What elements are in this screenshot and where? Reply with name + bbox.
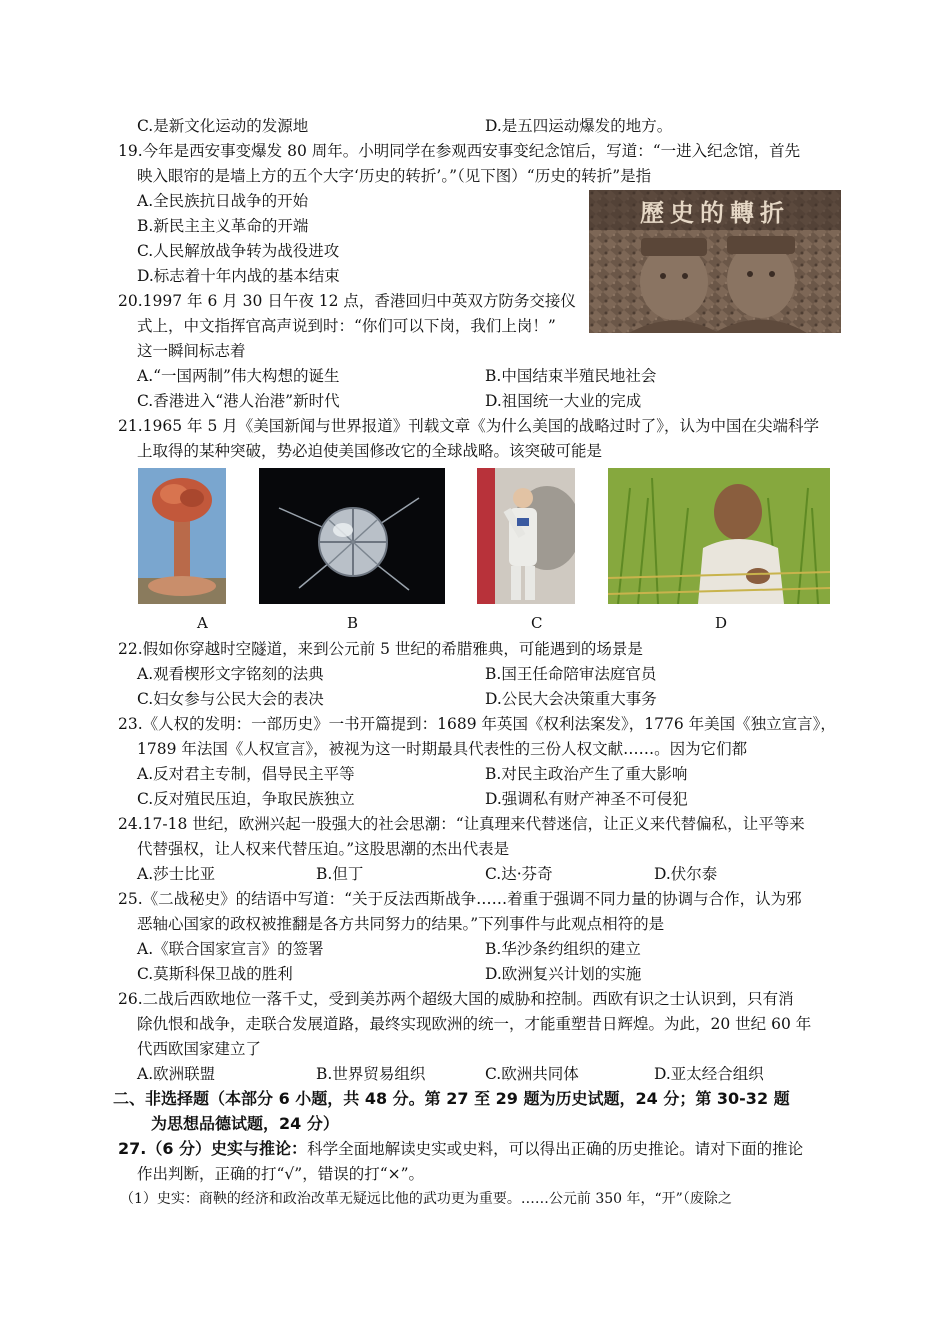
q20-stem-line2: 式上，中文指挥官高声说到时：“你们可以下岗，我们上岗！”	[137, 317, 556, 335]
q20-stem-line1: 20.1997 年 6 月 30 日午夜 12 点，香港回归中英双方防务交接仪	[118, 292, 576, 310]
q20-option-b: B.中国结束半殖民地社会	[485, 367, 657, 385]
q26-stem-line3: 代西欧国家建立了	[137, 1040, 262, 1058]
q22-stem: 22.假如你穿越时空隧道，来到公元前 5 世纪的希腊雅典，可能遇到的场景是	[118, 640, 643, 658]
q21-image-label-b: B	[347, 614, 359, 632]
q23-stem-line1: 23.《人权的发明：一部历史》一书开篇提到：1689 年英国《权利法案发》，1776 年美国《独立宣言》，	[118, 715, 836, 733]
q23-option-d: D.强调私有财产神圣不可侵犯	[485, 790, 688, 808]
q27-sub1: （1）史实：商鞅的经济和政治改革无疑远比他的武功更为重要。……公元前 350 年，“开”（废除之	[120, 1191, 732, 1207]
q20-option-d: D.祖国统一大业的完成	[485, 392, 642, 410]
q25-stem-line1: 25.《二战秘史》的结语中写道：“关于反法西斯战争……着重于强调不同力量的协调与合作，认为邪	[118, 890, 802, 908]
q27-heading: 27.（6 分）史实与推论：	[118, 1139, 308, 1158]
q26-stem-line2: 除仇恨和战争，走联合发展道路，最终实现欧洲的统一，才能重塑昔日辉煌。为此，20 世纪 60 年	[137, 1015, 812, 1033]
q26-stem-line1: 26.二战后西欧地位一落千丈，受到美苏两个超级大国的威胁和控制。西欧有识之士认识到，只有消	[118, 990, 794, 1008]
q26-option-b: B.世界贸易组织	[316, 1065, 426, 1083]
q24-stem-line2: 代替强权，让人权来代替压迫。”这股思潮的杰出代表是	[137, 840, 510, 858]
q27-intro-line2: 作出判断，正确的打“√”，错误的打“×”。	[137, 1165, 425, 1183]
q21-stem-line2: 上取得的某种突破，势必迫使美国修改它的全球战略。该突破可能是	[137, 442, 603, 460]
q27-intro-line1	[118, 1139, 803, 1159]
q22-option-a: A.观看楔形文字铭刻的法典	[137, 665, 324, 683]
q21-image-label-c: C	[531, 614, 543, 632]
q21-image-label-a: A	[197, 614, 208, 632]
section2-heading-line2: 为思想品德试题，24 分）	[151, 1114, 339, 1133]
atomic-bomb-mushroom-cloud-photo	[138, 468, 226, 604]
q25-option-a: A.《联合国家宣言》的签署	[137, 940, 324, 958]
q24-stem-line1: 24.17-18 世纪，欧洲兴起一股强大的社会思潮：“让真理来代替迷信，让正义来代替偏私，让平等来	[118, 815, 805, 833]
q18-option-d: D.是五四运动爆发的地方。	[485, 117, 673, 135]
q25-stem-line2: 恶轴心国家的政权被推翻是各方共同努力的结果。”下列事件与此观点相符的是	[137, 915, 665, 933]
q23-option-a: A.反对君主专制，倡导民主平等	[137, 765, 355, 783]
relief-title-text: 歷史的轉折	[640, 198, 790, 227]
q23-option-c: C.反对殖民压迫，争取民族独立	[137, 790, 355, 808]
q27-intro-text: 科学全面地解读史实或史料，可以得出正确的历史推论。请对下面的推论	[307, 1140, 804, 1158]
q26-option-c: C.欧洲共同体	[485, 1065, 579, 1083]
q18-option-c: C.是新文化运动的发源地	[137, 117, 309, 135]
q24-option-d: D.伏尔泰	[654, 865, 718, 883]
q26-option-a: A.欧洲联盟	[137, 1065, 216, 1083]
q20-option-a: A.“一国两制”伟大构想的诞生	[137, 367, 340, 385]
astronaut-yang-liwei-photo	[477, 468, 575, 604]
q25-option-d: D.欧洲复兴计划的实施	[485, 965, 642, 983]
dongfanghong-satellite-photo	[259, 468, 445, 604]
q19-stem-line1: 19.今年是西安事变爆发 80 周年。小明同学在参观西安事变纪念馆后，写道：“一进入纪念馆，首先	[118, 142, 801, 160]
q26-option-d: D.亚太经合组织	[654, 1065, 764, 1083]
q24-option-b: B.但丁	[316, 865, 364, 883]
q22-option-d: D.公民大会决策重大事务	[485, 690, 657, 708]
q22-option-c: C.妇女参与公民大会的表决	[137, 690, 324, 708]
q22-option-b: B.国王任命陪审法庭官员	[485, 665, 657, 683]
section2-heading-line1: 二、非选择题（本部分 6 小题，共 48 分。第 27 至 29 题为历史试题，24 分；第 30-32 题	[113, 1089, 790, 1108]
q23-stem-line2: 1789 年法国《人权宣言》，被视为这一时期最具代表性的三份人权文献……。因为它们都	[137, 740, 748, 758]
q19-option-a: A.全民族抗日战争的开始	[137, 192, 309, 210]
q19-option-c: C.人民解放战争转为战役进攻	[137, 242, 340, 260]
q23-option-b: B.对民主政治产生了重大影响	[485, 765, 688, 783]
q25-option-b: B.华沙条约组织的建立	[485, 940, 641, 958]
q21-image-label-d: D	[715, 614, 728, 632]
q21-stem-line1: 21.1965 年 5 月《美国新闻与世界报道》刊载文章《为什么美国的战略过时了》，认为中国在尖端科学	[118, 417, 819, 435]
yuan-longping-rice-field-photo	[608, 468, 830, 604]
q20-option-c: C.香港进入“港人治港”新时代	[137, 392, 340, 410]
q25-option-c: C.莫斯科保卫战的胜利	[137, 965, 293, 983]
q19-option-b: B.新民主主义革命的开端	[137, 217, 309, 235]
xian-incident-relief-photo	[589, 190, 841, 333]
q20-stem-line3: 这一瞬间标志着	[137, 342, 246, 360]
q19-stem-line2: 映入眼帘的是墙上方的五个大字‘历史的转折’。”（见下图）“历史的转折”是指	[137, 167, 652, 185]
q19-option-d: D.标志着十年内战的基本结束	[137, 267, 340, 285]
q24-option-c: C.达·芬奇	[485, 865, 553, 883]
q24-option-a: A.莎士比亚	[137, 865, 216, 883]
